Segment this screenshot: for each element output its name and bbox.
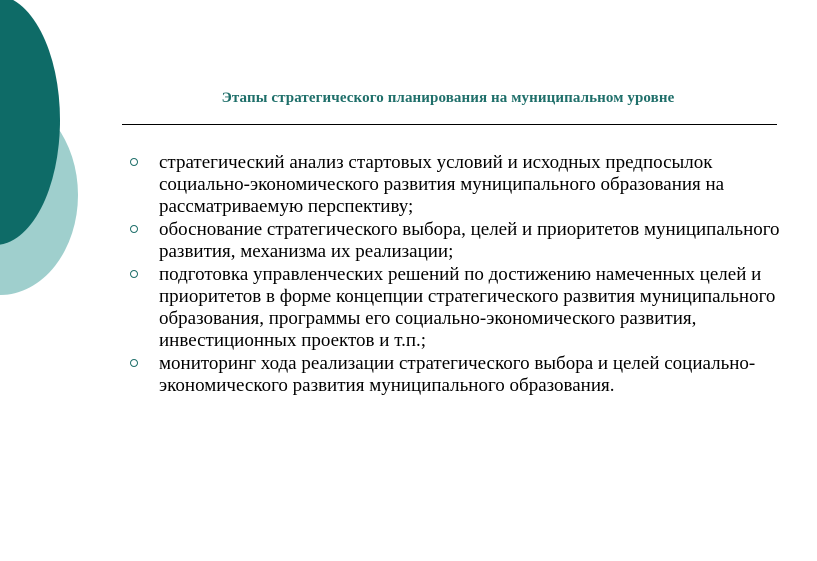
slide-title: Этапы стратегического планирования на муниципальном уровне — [221, 90, 675, 106]
bullet-item-justification — [130, 219, 780, 263]
bullet-circle-icon — [130, 270, 138, 278]
bullet-item-monitoring — [130, 353, 780, 397]
bullet-text: стратегический анализ стартовых условий и исходных предпосылок социально-экономического развития муниципального образования на рассматриваемую перспективу; — [159, 152, 725, 217]
bullet-item-decisions — [130, 264, 780, 352]
bullet-text: обоснование стратегического выбора, целей и приоритетов муниципального развития, механизма их реализации; — [159, 219, 780, 262]
decorative-circles — [0, 0, 120, 320]
bullet-circle-icon — [130, 158, 138, 166]
bullet-text: мониторинг хода реализации стратегического выбора и целей социально-экономического развития муниципального образования. — [159, 353, 756, 396]
bullet-circle-icon — [130, 225, 138, 233]
title-underline — [122, 124, 777, 125]
bullet-item-analysis — [130, 152, 780, 218]
bullet-circle-icon — [130, 359, 138, 367]
bullet-text: подготовка управленческих решений по достижению намеченных целей и приоритетов в форме концепции стратегического развития муниципального образования, программы его социально-экономического развития, инвестиционных проектов и т.п.; — [159, 264, 776, 351]
bullet-list — [130, 152, 780, 398]
